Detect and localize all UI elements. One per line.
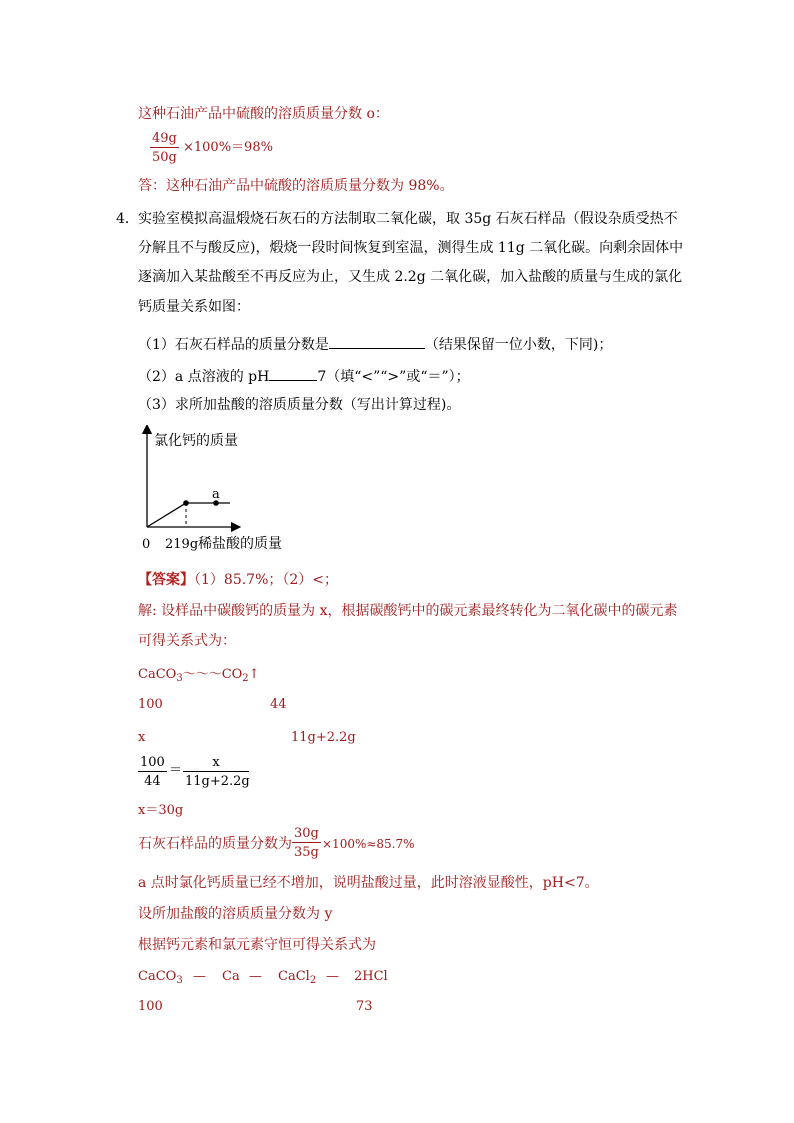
s1-frac-den: 50g — [152, 150, 177, 165]
chain-dash-1: — — [193, 969, 206, 984]
eq-num-right: x — [212, 755, 220, 770]
rel1-sub2: 2 — [242, 673, 249, 684]
eq-fraction-left — [138, 756, 167, 788]
pct-post: ×100%≈85.7% — [322, 837, 415, 851]
relation-1 — [138, 667, 260, 684]
set-y: 设所加盐酸的溶质质量分数为 y — [138, 906, 333, 922]
solution-line2: 可得关系式为： — [138, 633, 236, 649]
s1-frac-num: 49g — [152, 131, 177, 146]
graph-origin: 0 — [142, 537, 151, 552]
conservation: 根据钙元素和氯元素守恒可得关系式为 — [138, 937, 376, 953]
s1-fraction — [150, 132, 179, 164]
rel-44: 44 — [270, 697, 287, 712]
chain-dash-2: — — [249, 969, 262, 984]
chain-caco3: CaCO$_3$ — [138, 969, 183, 986]
rising-segment — [147, 503, 186, 527]
q4-line2: 分解且不与酸反应)，煅烧一段时间恢复到室温，测得生成 11g 二氧化碳。向剩余固体中 — [138, 240, 684, 256]
eq-sign: ＝ — [169, 763, 183, 778]
s1-line1: 这种石油产品中硫酸的溶质质量分数 o： — [138, 106, 389, 122]
answer-tag: 【答案】 — [138, 572, 194, 588]
chain-cacl2: CaCl$_2$ — [278, 969, 317, 986]
q4-sub2-blank[interactable] — [269, 366, 317, 381]
chain-73: 73 — [356, 999, 373, 1014]
q4-line1: 实验室模拟高温煅烧石灰石的方法制取二氧化碳，取 35g 石灰石样品（假设杂质受热不 — [138, 211, 678, 227]
pct-fraction — [292, 827, 321, 859]
q4-sub3: （3）求所加盐酸的溶质质量分数（写出计算过程)。 — [138, 397, 461, 413]
answer-content: （1）85.7%；（2）<； — [194, 572, 339, 588]
rel-x: x — [138, 730, 146, 745]
chain-ca: Ca — [222, 969, 240, 984]
rel1-sub3: 3 — [176, 673, 183, 684]
q4-sub1-pre: （1）石灰石样品的质量分数是 — [138, 337, 329, 353]
x-result: x＝30g — [138, 803, 184, 818]
rel-100: 100 — [138, 697, 163, 712]
turning-point — [183, 500, 189, 506]
answer-line — [138, 573, 338, 587]
eq-num-left: 100 — [140, 755, 165, 770]
q4-sub1-blank[interactable] — [329, 334, 425, 349]
graph-ylabel: 氯化钙的质量 — [154, 433, 238, 449]
rel1-caco: CaCO — [138, 667, 177, 682]
rel1-co: ～～～CO — [182, 667, 243, 682]
chain-100: 100 — [138, 999, 163, 1014]
a-point-explain: a 点时氯化钙质量已经不增加，说明盐酸过量，此时溶液显酸性，pH<7。 — [138, 875, 599, 891]
pct-pre: 石灰石样品的质量分数为 — [138, 836, 292, 852]
q4-sub2-pre: （2）a 点溶液的 pH — [138, 369, 270, 385]
chain-dash-3: — — [326, 969, 339, 984]
eq-den-right: 11g+2.2g — [185, 774, 250, 789]
pct-den: 35g — [294, 845, 319, 860]
eq-fraction-right — [183, 756, 249, 788]
rel1-arrow: ↑ — [248, 667, 260, 682]
chain-2hcl: 2HCl — [354, 969, 388, 984]
solution-line1: 解: 设样品中碳酸钙的质量为 x，根据碳酸钙中的碳元素最终转化为二氧化碳中的碳元素 — [138, 603, 678, 619]
q4-line4: 钙质量关系如图： — [138, 299, 250, 315]
rel-mass: 11g+2.2g — [291, 730, 356, 745]
point-a-label: a — [212, 487, 220, 502]
q4-sub2 — [138, 366, 470, 384]
q4-sub1 — [138, 334, 612, 352]
s1-after: ×100%＝98% — [183, 140, 273, 155]
s1-answer: 答：这种石油产品中硫酸的溶质质量分数为 98%。 — [138, 178, 454, 194]
q4-sub2-post: 7（填“<”“>”或“＝”）； — [317, 369, 470, 385]
q4-sub1-post: （结果保留一位小数，下同)； — [424, 337, 613, 353]
pct-num: 30g — [294, 826, 319, 841]
calcium-chloride-graph — [130, 425, 300, 560]
eq-den-left: 44 — [144, 774, 161, 789]
graph-xlabel: 稀盐酸的质量 — [198, 536, 282, 552]
q4-line3: 逐滴加入某盐酸至不再反应为止，又生成 2.2g 二氧化碳，加入盐酸的质量与生成的氯化 — [138, 269, 683, 285]
graph-x-tick: 219g — [165, 537, 199, 552]
q4-number: 4． — [116, 211, 139, 227]
